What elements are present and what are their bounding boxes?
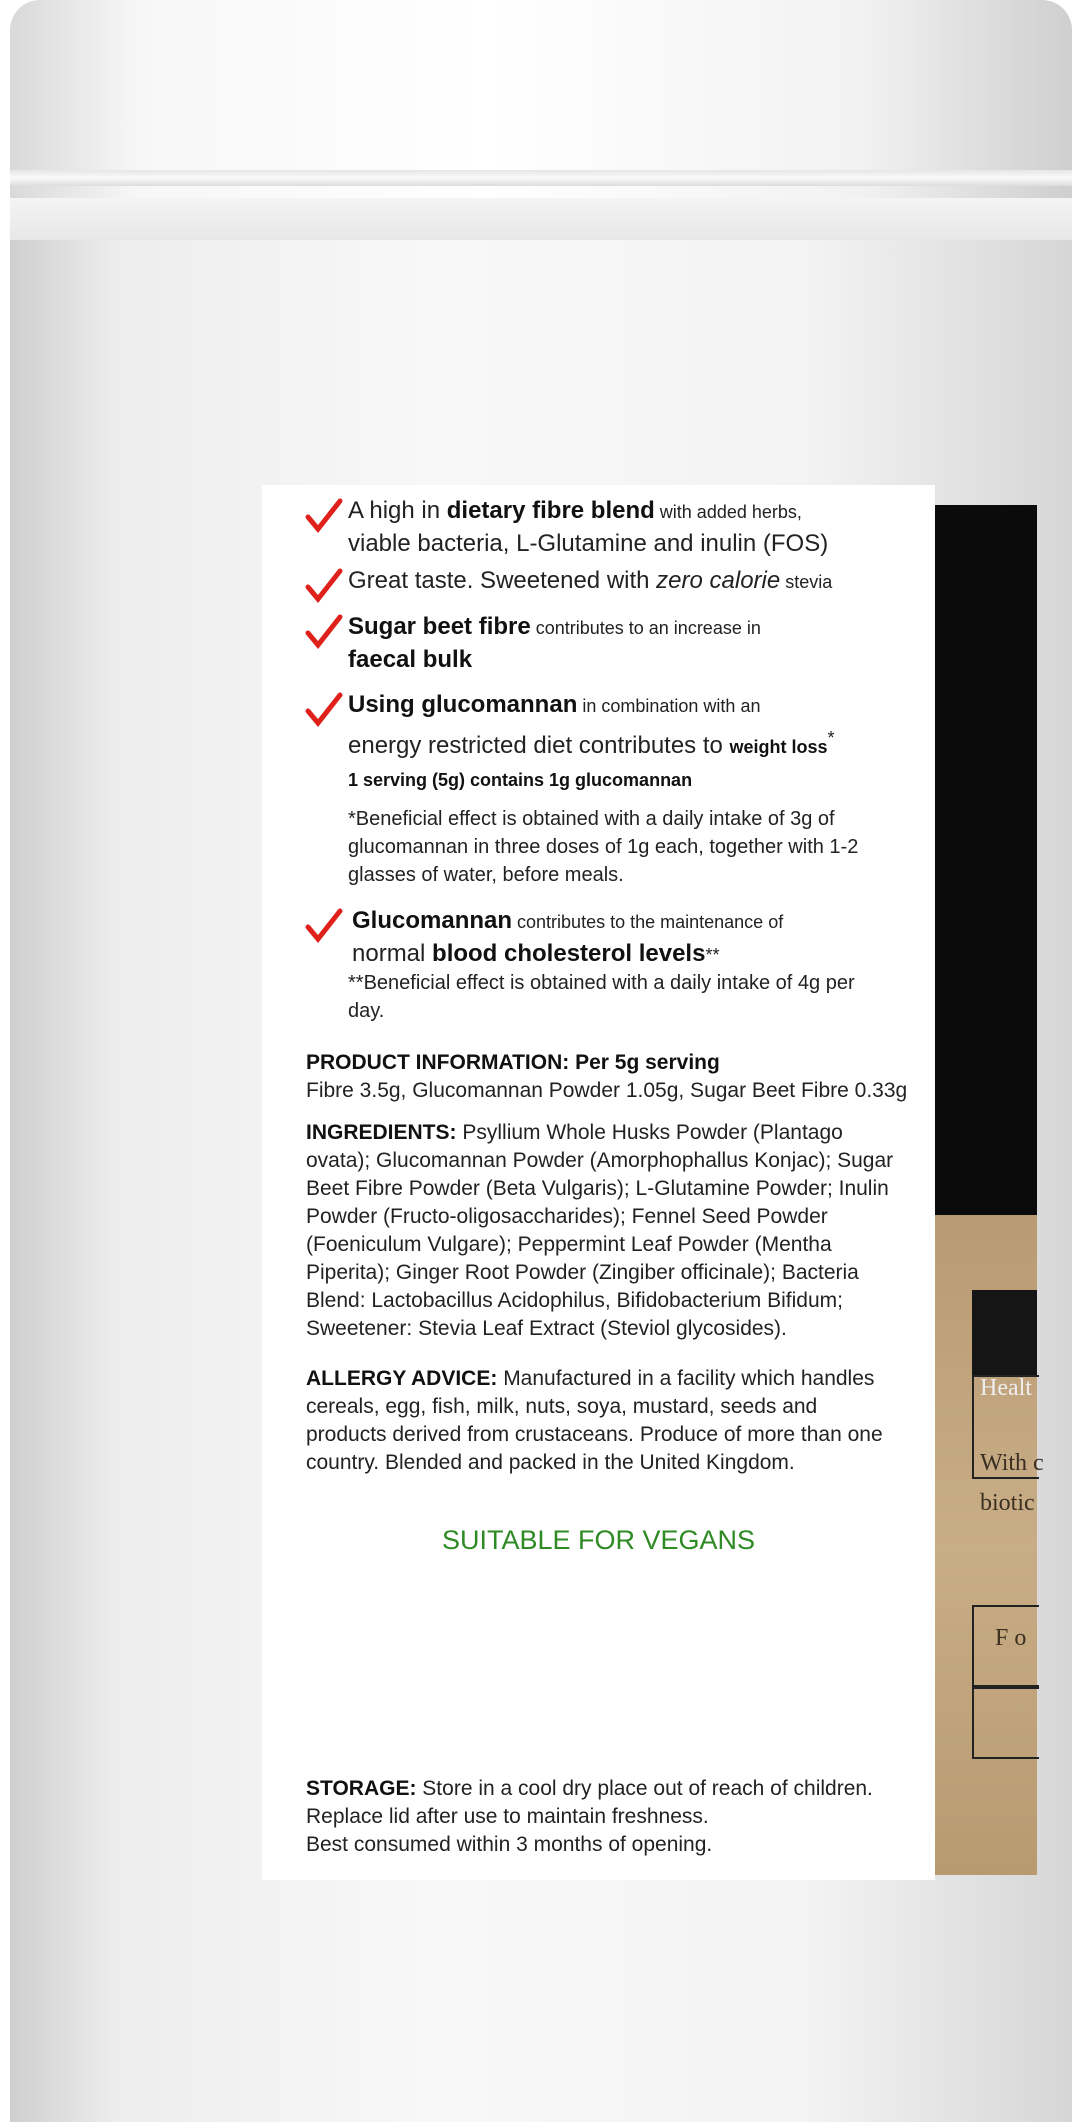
claim-cholesterol: Glucomannan contributes to the maintenance of normal blood cholesterol levels**: [352, 907, 784, 967]
storage: STORAGE: Store in a cool dry place out of reach of children. Replace lid after use to maintain freshness. Best consumed within 3 months of opening.: [306, 1777, 873, 1856]
front-label-box-3: [972, 1685, 1039, 1759]
note-weight-loss: *Beneficial effect is obtained with a daily intake of 3g of glucomannan in three doses of 1g each, together with 1-2 glasses of water, before meals.: [348, 808, 859, 886]
front-label-text-2: With c: [980, 1450, 1044, 1476]
check-icon: [304, 613, 344, 653]
allergy-advice: ALLERGY ADVICE: Manufactured in a facility which handles cereals, egg, fish, milk, nuts, soya, mustard, seeds and products derived from crustaceans. Produce of more than one country. Blended and packed in the United Kingdom.: [306, 1367, 883, 1474]
product-information: PRODUCT INFORMATION: Per 5g serving Fibre 3.5g, Glucomannan Powder 1.05g, Sugar Beet Fibre 0.33g: [306, 1051, 908, 1102]
front-label-text-4: F o: [995, 1625, 1027, 1651]
lid-ridge: [10, 170, 1072, 186]
check-icon: [304, 907, 344, 947]
front-label-text-1: Healt: [980, 1375, 1032, 1401]
ingredients: INGREDIENTS: Psyllium Whole Husks Powder (Plantago ovata); Glucomannan Powder (Amorphophallus Konjac); Sugar Beet Fibre Powder (Beta Vulgaris); L-Glutamine Powder; Inulin Powder (Fructo-oligosaccharides); Fennel Seed Powder (Foeniculum Vulgare); Peppermint Leaf Powder (Mentha Piperita); Ginger Root Powder (Zingiber officinale); Bacteria Blend: Lactobacillus Acidophilus, Bifidobacterium Bifidum; Sweetener: Stevia Leaf Extract (Steviol glycosides).: [306, 1121, 894, 1340]
claim-taste: Great taste. Sweetened with zero calorie stevia: [348, 567, 833, 594]
front-label-text-3: biotic: [980, 1490, 1035, 1516]
claim-glucomannan-weight: Using glucomannan in combination with an energy restricted diet contributes to weight loss* 1 serving (5g) contains 1g glucomannan: [348, 691, 835, 790]
check-icon: [304, 691, 344, 731]
front-label-dark-box: [972, 1290, 1037, 1375]
jar-lid: [10, 0, 1072, 258]
check-icon: [304, 497, 344, 537]
claim-sugar-beet: Sugar beet fibre contributes to an increase in faecal bulk: [348, 613, 761, 673]
check-icon: [304, 567, 344, 607]
back-label: [262, 485, 935, 1880]
claim-fibre: A high in dietary fibre blend with added herbs, viable bacteria, L-Glutamine and inulin (FOS): [348, 497, 829, 557]
vegan-badge: SUITABLE FOR VEGANS: [441, 1525, 756, 1555]
note-cholesterol: **Beneficial effect is obtained with a daily intake of 4g per day.: [348, 972, 855, 1022]
